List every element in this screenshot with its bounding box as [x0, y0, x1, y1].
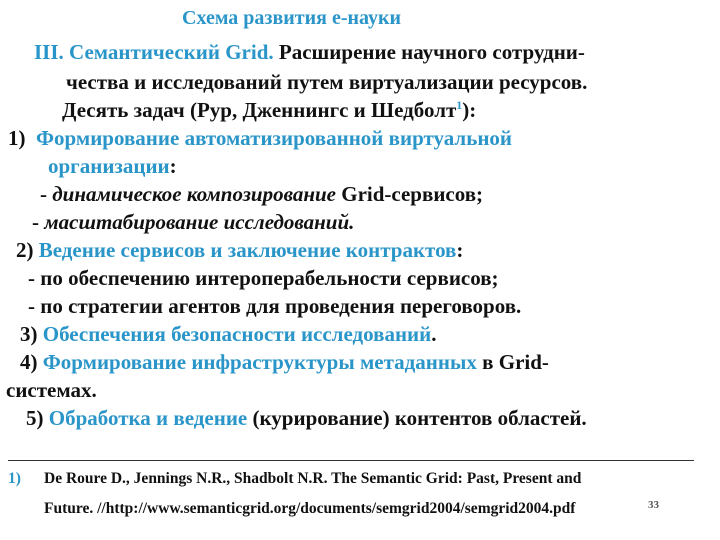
- list-item-4-cont: системах.: [6, 378, 97, 402]
- item-5-text: (курирование) контентов областей.: [247, 406, 587, 430]
- item-1-sub-1: [40, 182, 483, 206]
- item-1-sub-2: [32, 210, 354, 234]
- sub-prefix: -: [40, 182, 53, 206]
- heading-line-3: [62, 98, 476, 122]
- list-item-2: [16, 238, 463, 262]
- item-3-punct: .: [431, 322, 437, 346]
- item-4-text: в Grid-: [476, 350, 549, 374]
- heading-text-3-end: ):: [462, 98, 477, 122]
- heading-text-3: Десять задач (Рур, Дженнингс и Шедболт: [62, 98, 457, 122]
- item-4-number: 4): [20, 350, 38, 374]
- list-item-1-cont: [48, 154, 177, 178]
- item-1-number: 1): [8, 126, 26, 150]
- heading-text-1: Расширение научного сотрудни-: [273, 40, 585, 64]
- item-3-number: 3): [20, 322, 38, 346]
- sub-text: Grid-сервисов;: [335, 182, 484, 206]
- sub-prefix: -: [32, 210, 45, 234]
- item-5-label: Обработка и ведение: [48, 406, 248, 430]
- page-number: 33: [648, 499, 659, 511]
- item-3-label: Обеспечения безопасности исследований: [42, 322, 432, 346]
- item-2-punct: :: [456, 238, 464, 262]
- footnote-mark: 1): [8, 470, 21, 487]
- item-2-number: 2): [16, 238, 34, 262]
- item-5-number: 5): [26, 406, 44, 430]
- list-item-4: [20, 350, 549, 374]
- footnote-divider: [8, 460, 694, 461]
- heading-line-2: чества и исследований путем виртуализации ресурсов.: [66, 70, 588, 94]
- footnote-line-1: De Roure D., Jennings N.R., Shadbolt N.R. The Semantic Grid: Past, Present and: [44, 470, 582, 487]
- item-1-punct: :: [169, 154, 177, 178]
- item-2-sub-2: - по стратегии агентов для проведения переговоров.: [28, 294, 522, 318]
- footnote-line-2: Future. //http://www.semanticgrid.org/documents/semgrid2004/semgrid2004.pdf: [44, 500, 576, 517]
- item-1-label: Формирование автоматизированной виртуальной: [36, 126, 513, 150]
- item-2-sub-1: - по обеспечению интероперабельности сервисов;: [28, 266, 499, 290]
- item-2-label: Ведение сервисов и заключение контрактов: [38, 238, 457, 262]
- list-item-5: [26, 406, 587, 430]
- sub-italic-text: масштабирование исследований.: [44, 210, 355, 234]
- item-4-label: Формирование инфраструктуры метаданных: [42, 350, 477, 374]
- heading-line-1: [34, 40, 585, 64]
- list-item-3: [20, 322, 437, 346]
- slide-title: Схема развития е-науки: [182, 7, 402, 29]
- sub-italic-text: динамическое композирование: [52, 182, 336, 206]
- item-1-label-cont: организации: [48, 154, 170, 178]
- list-item-1: [8, 126, 512, 150]
- footnote-ref: 1: [456, 98, 463, 112]
- heading-section-label: III. Семантический Grid.: [34, 40, 274, 64]
